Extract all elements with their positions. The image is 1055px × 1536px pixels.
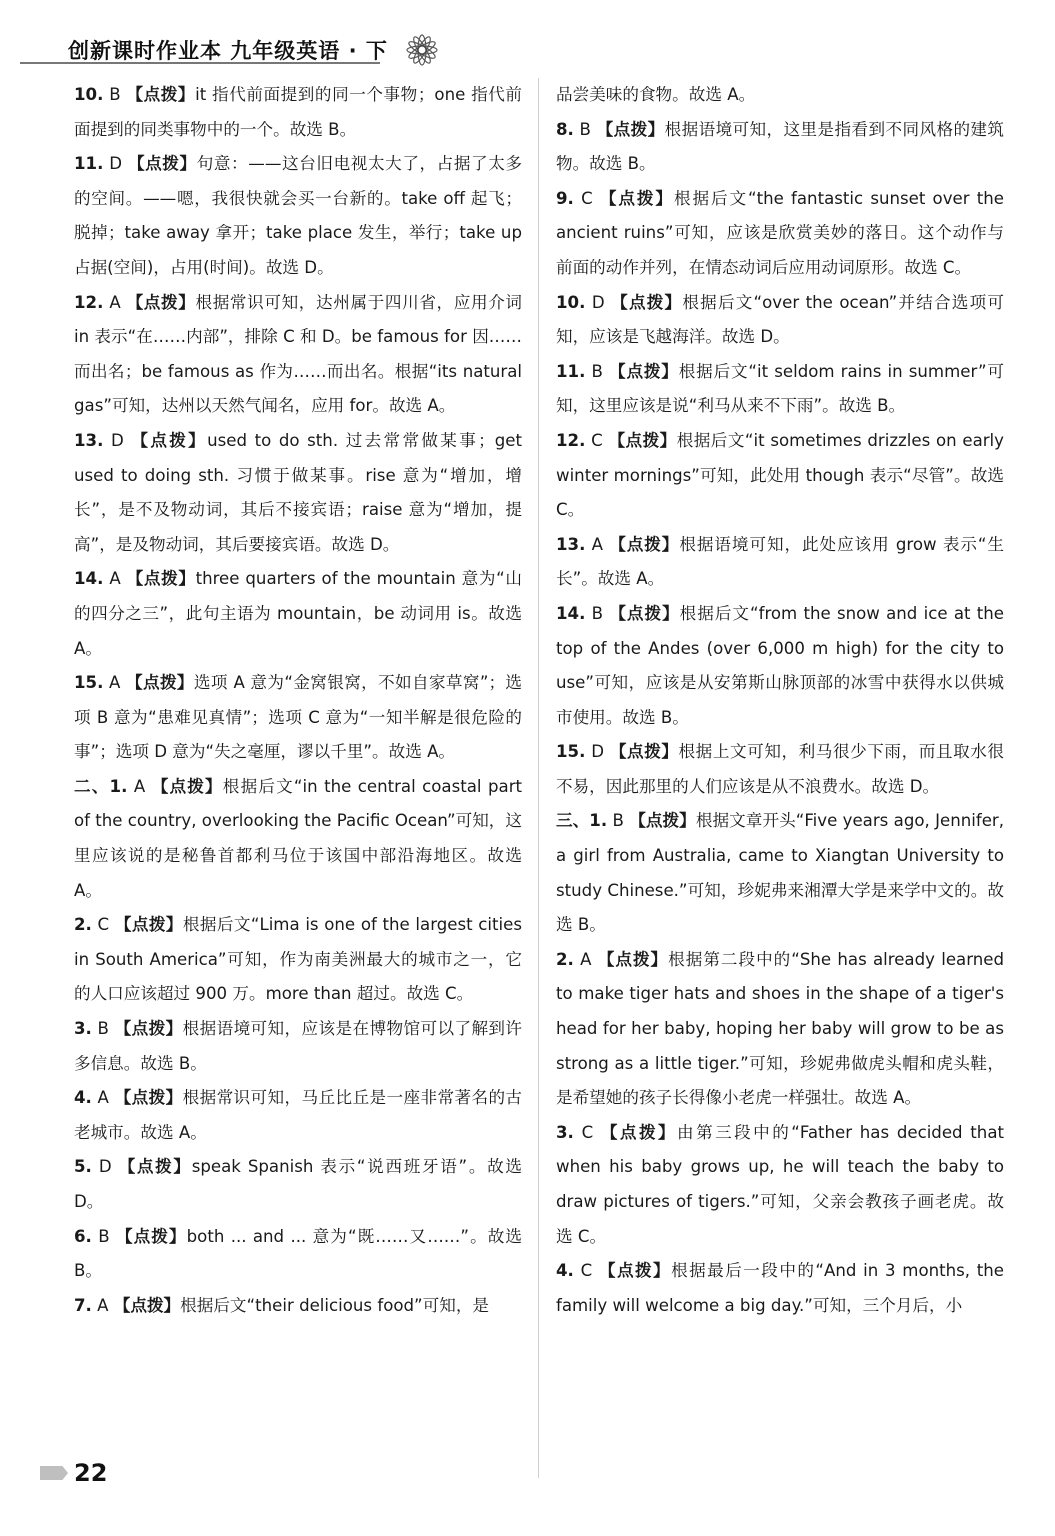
hint-tag: 【点拨】 xyxy=(118,1157,192,1177)
explanation-text: 根据第二段中的“She has already learned to make tiger hats and shoes in the shape of a tiger's head for her baby, hoping her baby will grow to be as strong as a little tiger.”可知，珍妮弗做虎头帽和虎头鞋，是希望她的孩子长得像小老虎一样强壮。故选 A。 xyxy=(556,949,1005,1108)
answer-number: 2. xyxy=(74,915,92,935)
answer-item xyxy=(556,78,1004,113)
answer-item xyxy=(556,597,1004,735)
hint-tag: 【点拨】 xyxy=(609,742,679,762)
answer-number: 2. xyxy=(556,949,574,969)
explanation-text: 根据文章开头“Five years ago, Jennifer, a girl from Australia, came to Xiangtan University to study Chinese.”可知，珍妮弗来湘潭大学是来学中文的。故选 B。 xyxy=(556,811,1005,935)
explanation-text: it 指代前面提到的同一个事物；one 指代前面提到的同类事物中的一个。故选 B。 xyxy=(74,85,523,139)
answer-number: 4. xyxy=(74,1088,92,1108)
explanation-text: 根据后文“the fantastic sunset over the ancient ruins”可知，应该是欣赏美妙的落日。这个动作与前面的动作并列，在情态动词后应用动词原形。故选 C。 xyxy=(556,188,1004,277)
explanation-text: 根据上文可知，利马很少下雨，而且取水很不易，因此那里的人们应该是从不浪费水。故选 D。 xyxy=(556,742,1004,796)
hint-tag: 【点拨】 xyxy=(126,85,196,104)
answer-choice: D xyxy=(98,1157,112,1177)
answer-number: 3. xyxy=(556,1122,574,1142)
column-divider xyxy=(538,78,539,1478)
answer-choice: B xyxy=(109,85,121,104)
hint-tag: 【点拨】 xyxy=(600,1122,678,1142)
explanation-text: 根据语境可知，应该是在博物馆可以了解到许多信息。故选 B。 xyxy=(74,1019,523,1073)
answer-choice: D xyxy=(109,154,123,174)
answer-item xyxy=(74,1289,522,1324)
explanation-text: 根据后文“it seldom rains in summer”可知，这里应该是说“利马从来不下雨”。故选 B。 xyxy=(556,361,1004,416)
explanation-text: 根据常识可知，达州属于四川省，应用介词 in 表示“在……内部”，排除 C 和 D。be famous for 因……而出名；be famous as 作为……而出名。根据“its natural gas”可知，达州以天然气闻名，应用 for。故选 A。 xyxy=(74,292,523,416)
answer-item xyxy=(556,286,1004,355)
answer-number: 13. xyxy=(74,430,104,450)
explanation-text: both ... and ... 意为“既……又……”。故选 B。 xyxy=(74,1226,523,1281)
answer-choice: A xyxy=(109,292,121,312)
hint-tag: 【点拨】 xyxy=(126,673,194,693)
answer-number: 12. xyxy=(74,292,104,312)
answer-choice: D xyxy=(591,292,605,312)
answer-number: 14. xyxy=(556,603,586,623)
answer-item xyxy=(556,1254,1004,1323)
explanation-text: used to do sth. 过去常常做某事；get used to doing sth. 习惯于做某事。rise 意为“增加，增长”，是不及物动词，其后不接宾语；raise 意为“增加，提高”，是及物动词，其后要接宾语。故选 D。 xyxy=(74,430,522,554)
hint-tag: 【点拨】 xyxy=(115,1226,187,1246)
hint-tag: 【点拨】 xyxy=(596,119,665,139)
answer-choice: B xyxy=(612,811,624,831)
answer-number: 15. xyxy=(74,673,104,693)
footer-arrow-icon xyxy=(40,1466,68,1480)
hint-tag: 【点拨】 xyxy=(131,430,208,450)
answer-item xyxy=(556,804,1004,942)
hint-tag: 【点拨】 xyxy=(127,154,197,174)
explanation-text: 根据后文“in the central coastal part of the country, overlooking the Pacific Ocean”可知，这里应该说的是秘鲁首都利马位于该国中部沿海地区。故选 A。 xyxy=(74,776,523,900)
hint-tag: 【点拨】 xyxy=(114,1088,183,1108)
answer-choice: B xyxy=(98,1226,110,1246)
hint-tag: 【点拨】 xyxy=(113,1295,181,1315)
answer-number: 11. xyxy=(74,154,104,174)
answer-item xyxy=(74,770,522,908)
explanation-text: 根据最后一段中的“And in 3 months, the family will welcome a big day.”可知，三个月后，小 xyxy=(556,1261,1005,1315)
flower-icon xyxy=(400,28,444,72)
answer-choice: C xyxy=(580,1261,593,1281)
answer-number: 6. xyxy=(74,1226,92,1246)
explanation-text: 选项 A 意为“金窝银窝，不如自家草窝”；选项 B 意为“患难见真情”；选项 C 意为“一知半解是很危险的事”；选项 D 意为“失之毫厘，谬以千里”。故选 A。 xyxy=(74,673,523,762)
answer-number: 10. xyxy=(74,85,104,104)
answer-number: 12. xyxy=(556,430,586,450)
answer-item xyxy=(556,1116,1004,1254)
answer-item xyxy=(556,943,1004,1116)
answer-choice: B xyxy=(591,361,603,381)
answer-item xyxy=(556,355,1004,424)
explanation-text: 根据后文“it sometimes drizzles on early winter mornings”可知，此处用 though 表示“尽管”。故选 C。 xyxy=(556,430,1004,520)
answer-item xyxy=(556,735,1004,804)
answer-number: 5. xyxy=(74,1157,92,1177)
answer-item xyxy=(74,562,522,666)
explanation-text: 根据语境可知，这里是指看到不同风格的建筑物。故选 B。 xyxy=(556,119,1005,174)
answer-choice: A xyxy=(109,569,121,589)
answer-number: 11. xyxy=(556,361,586,381)
hint-tag: 【点拨】 xyxy=(597,949,669,969)
answer-number: 14. xyxy=(74,569,104,589)
answer-number: 3. xyxy=(74,1019,92,1039)
answer-number: 4. xyxy=(556,1261,574,1281)
hint-tag: 【点拨】 xyxy=(599,188,674,208)
page-header xyxy=(68,30,444,70)
answer-number: 二、1. xyxy=(74,776,128,796)
hint-tag: 【点拨】 xyxy=(609,603,680,623)
answer-choice: A xyxy=(97,1295,109,1315)
answer-item xyxy=(74,908,522,1012)
hint-tag: 【点拨】 xyxy=(608,430,677,450)
explanation-text: three quarters of the mountain 意为“山的四分之三”，此句主语为 mountain，be 动词用 is。故选 A。 xyxy=(74,569,522,658)
explanation-text: 根据语境可知，此处应该用 grow 表示“生长”。故选 A。 xyxy=(556,534,1004,589)
answer-item xyxy=(556,528,1004,597)
explanation-text: 由第三段中的“Father has decided that when his baby grows up, he will teach the baby to draw pictures of tigers.”可知，父亲会教孩子画老虎。故选 C。 xyxy=(556,1122,1004,1246)
answer-choice: C xyxy=(97,915,110,935)
answer-number: 8. xyxy=(556,119,574,139)
answer-choice: A xyxy=(97,1088,109,1108)
answer-item xyxy=(74,1012,522,1081)
explanation-text: speak Spanish 表示“说西班牙语”。故选 D。 xyxy=(74,1157,522,1211)
answer-number: 13. xyxy=(556,534,586,554)
answer-item xyxy=(74,666,522,770)
answer-item xyxy=(74,286,522,424)
hint-tag: 【点拨】 xyxy=(611,292,683,312)
explanation-text: 根据后文“from the snow and ice at the top of the Andes (over 6,000 m high) for the city to use”可知，应该是从安第斯山脉顶部的冰雪中获得水以供城市使用。故选 B。 xyxy=(556,603,1004,727)
answer-number: 9. xyxy=(556,188,574,208)
explanation-text: 句意：——这台旧电视太大了，占据了太多的空间。——嗯，我很快就会买一台新的。take off 起飞；脱掉；take away 拿开；take place 发生，举行；take up 占据(空间)，占用(时间)。故选 D。 xyxy=(74,154,523,277)
right-column xyxy=(556,78,1004,1323)
answer-choice: A xyxy=(133,776,146,796)
book-title: 创新课时作业本 九年级英语 · 下 xyxy=(68,39,388,63)
answer-item xyxy=(556,113,1004,182)
answer-choice: B xyxy=(591,603,604,623)
page-footer xyxy=(40,1458,107,1488)
answer-choice: B xyxy=(97,1019,109,1039)
answer-choice: D xyxy=(591,742,605,762)
answer-choice: C xyxy=(581,1122,594,1142)
explanation-text: 根据后文“their delicious food”可知，是 xyxy=(180,1295,490,1315)
hint-tag: 【点拨】 xyxy=(609,534,680,554)
page-number: 22 xyxy=(74,1459,108,1487)
hint-tag: 【点拨】 xyxy=(126,569,196,589)
left-column xyxy=(74,78,522,1323)
answer-choice: C xyxy=(591,430,603,450)
answer-item xyxy=(74,1150,522,1219)
answer-choice: C xyxy=(581,188,593,208)
hint-tag: 【点拨】 xyxy=(126,292,196,312)
hint-tag: 【点拨】 xyxy=(114,1019,183,1039)
explanation-text: 根据后文“over the ocean”并结合选项可知，应该是飞越海洋。故选 D。 xyxy=(556,292,1004,347)
explanation-text: 根据常识可知，马丘比丘是一座非常著名的古老城市。故选 A。 xyxy=(74,1088,523,1142)
hint-tag: 【点拨】 xyxy=(629,811,696,831)
answer-item xyxy=(74,1220,522,1289)
answer-choice: B xyxy=(579,119,591,139)
explanation-text: 品尝美味的食物。故选 A。 xyxy=(556,85,756,104)
answer-choice: A xyxy=(591,534,603,554)
explanation-text: 根据后文“Lima is one of the largest cities in South America”可知，作为南美洲最大的城市之一，它的人口应该超过 900 万。more than 超过。故选 C。 xyxy=(74,915,523,1004)
answer-number: 10. xyxy=(556,292,586,312)
answer-choice: A xyxy=(109,673,121,693)
hint-tag: 【点拨】 xyxy=(114,915,183,935)
hint-tag: 【点拨】 xyxy=(151,776,223,796)
answer-choice: D xyxy=(111,430,124,450)
answer-choice: A xyxy=(580,949,592,969)
answer-item xyxy=(74,424,522,562)
hint-tag: 【点拨】 xyxy=(598,1261,672,1281)
answer-number: 三、1. xyxy=(556,811,608,831)
answer-item xyxy=(556,182,1004,286)
answer-item xyxy=(74,78,522,147)
answer-item xyxy=(74,147,522,285)
hint-tag: 【点拨】 xyxy=(609,361,679,381)
answer-item xyxy=(556,424,1004,528)
answer-number: 15. xyxy=(556,742,586,762)
answer-item xyxy=(74,1081,522,1150)
answer-number: 7. xyxy=(74,1295,92,1315)
